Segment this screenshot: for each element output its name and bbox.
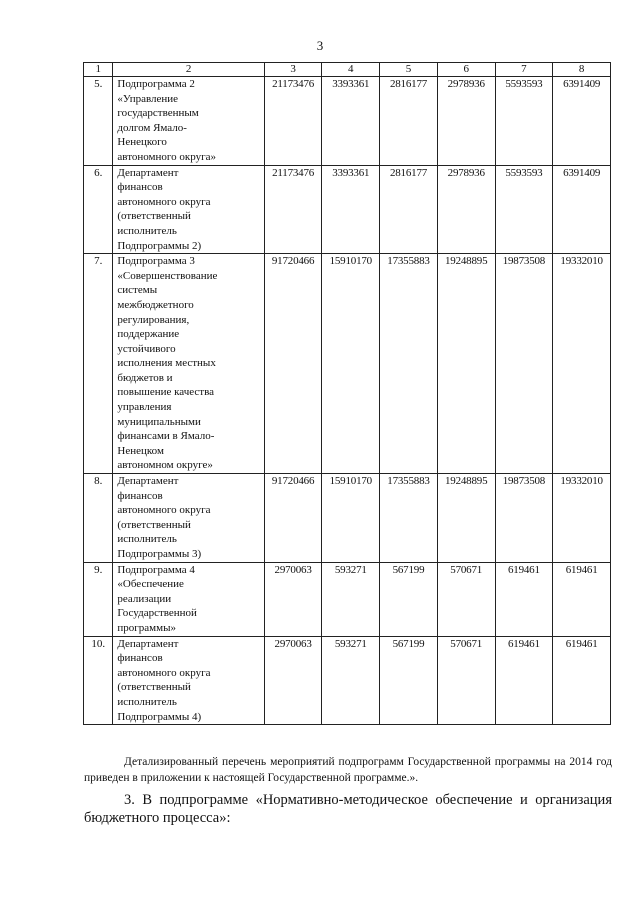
row-name-line: системы (117, 284, 158, 297)
table-row (84, 165, 611, 254)
value-cell: 619461 (495, 562, 553, 636)
column-header: 4 (322, 63, 380, 77)
value-cell: 19332010 (553, 474, 611, 563)
row-name-line: реализации (117, 592, 172, 605)
row-name-line: бюджетов и (117, 371, 173, 384)
row-name-line: исполнитель (117, 224, 177, 237)
row-number: 6. (84, 165, 113, 254)
row-name-line: финансов (117, 489, 163, 502)
value-cell: 19873508 (495, 254, 553, 474)
value-cell: 91720466 (264, 254, 322, 474)
row-name-line: исполнения местных (117, 357, 216, 370)
table-row (84, 254, 611, 474)
value-cell: 6391409 (553, 165, 611, 254)
value-cell: 17355883 (380, 254, 438, 474)
row-name-line: исполнитель (117, 533, 177, 546)
row-name-line: «Совершенствование (117, 269, 218, 282)
table-header-row (84, 63, 611, 77)
row-name (113, 165, 264, 254)
table-row (84, 636, 611, 725)
row-name-line: финансами в Ямало- (117, 430, 215, 443)
value-cell: 19248895 (437, 254, 495, 474)
value-cell: 2978936 (437, 165, 495, 254)
row-number: 5. (84, 77, 113, 166)
row-name-line: финансов (117, 652, 163, 665)
row-number: 10. (84, 636, 113, 725)
value-cell: 567199 (380, 562, 438, 636)
row-name-line: долгом Ямало- (117, 121, 187, 134)
row-name-line: исполнитель (117, 695, 177, 708)
row-name-line: Ненецкого (117, 136, 167, 149)
value-cell: 570671 (437, 636, 495, 725)
row-name-line: Подпрограмма 2 (117, 78, 195, 90)
row-name-line: Департамент (117, 166, 179, 179)
value-cell: 593271 (322, 636, 380, 725)
table-row (84, 562, 611, 636)
row-name-line: Подпрограммы 3) (117, 548, 202, 560)
row-name-line: автономном округе» (117, 459, 213, 472)
value-cell: 6391409 (553, 77, 611, 166)
row-name-line: устойчивого (117, 342, 176, 355)
value-cell: 570671 (437, 562, 495, 636)
table-row (84, 77, 611, 166)
row-number: 8. (84, 474, 113, 563)
row-name-line: муниципальными (117, 415, 201, 428)
subprogram-paragraph: 3. В подпрограмме «Нормативно-методическое обеспечение и организация бюджетного процесса»: (84, 792, 612, 826)
row-name-line: (ответственный (117, 681, 191, 694)
column-header: 7 (495, 63, 553, 77)
value-cell: 2970063 (264, 562, 322, 636)
value-cell: 15910170 (322, 254, 380, 474)
row-name-line: финансов (117, 181, 163, 194)
row-name-line: «Управление (117, 92, 179, 105)
row-name-line: регулирования, (117, 313, 190, 326)
table-row (84, 474, 611, 563)
row-name-line: государственным (117, 107, 199, 120)
value-cell: 15910170 (322, 474, 380, 563)
value-cell: 567199 (380, 636, 438, 725)
column-header: 5 (380, 63, 438, 77)
value-cell: 91720466 (264, 474, 322, 563)
page-number: 3 (316, 38, 324, 53)
row-name-line: автономного округа (117, 666, 211, 679)
row-name-line: автономного округа (117, 195, 211, 208)
value-cell: 21173476 (264, 165, 322, 254)
value-cell: 619461 (553, 636, 611, 725)
table-body (84, 77, 611, 725)
row-name-line: Подпрограммы 4) (117, 710, 202, 723)
row-name-line: Подпрограмма 4 (117, 563, 195, 576)
row-name-line: управления (117, 401, 172, 414)
value-cell: 2970063 (264, 636, 322, 725)
value-cell: 619461 (495, 636, 553, 725)
value-cell: 2816177 (380, 165, 438, 254)
value-cell: 21173476 (264, 77, 322, 166)
value-cell: 19248895 (437, 474, 495, 563)
row-name-line: «Обеспечение (117, 578, 184, 591)
value-cell: 2816177 (380, 77, 438, 166)
value-cell: 17355883 (380, 474, 438, 563)
column-header: 1 (84, 63, 113, 77)
row-name-line: Подпрограмма 3 (117, 255, 195, 268)
row-name (113, 562, 264, 636)
row-name-line: повышение качества (117, 386, 215, 399)
row-name-line: Департамент (117, 475, 179, 488)
value-cell: 3393361 (322, 165, 380, 254)
row-name (113, 77, 264, 166)
row-name-line: (ответственный (117, 518, 191, 531)
row-number: 7. (84, 254, 113, 474)
row-name-line: Государственной (117, 607, 197, 620)
detail-paragraph: Детализированный перечень мероприятий подпрограмм Государственной программы на 2014 год приведен в приложении к настоящей Государственной программе.». (84, 756, 612, 784)
row-name (113, 636, 264, 725)
column-header: 8 (553, 63, 611, 77)
row-name-line: программы» (117, 621, 176, 634)
row-name-line: Департамент (117, 637, 179, 650)
row-name-line: Подпрограммы 2) (117, 239, 202, 252)
value-cell: 5593593 (495, 77, 553, 166)
column-header: 3 (264, 63, 322, 77)
row-number: 9. (84, 562, 113, 636)
row-name-line: межбюджетного (117, 298, 194, 311)
row-name-line: поддержание (117, 328, 180, 341)
row-name (113, 474, 264, 563)
row-name-line: (ответственный (117, 210, 191, 223)
value-cell: 19332010 (553, 254, 611, 474)
value-cell: 5593593 (495, 165, 553, 254)
row-name (113, 254, 264, 474)
value-cell: 2978936 (437, 77, 495, 166)
budget-table (83, 62, 611, 725)
row-name-line: Ненецком (117, 444, 164, 457)
value-cell: 593271 (322, 562, 380, 636)
value-cell: 19873508 (495, 474, 553, 563)
value-cell: 619461 (553, 562, 611, 636)
value-cell: 3393361 (322, 77, 380, 166)
row-name-line: автономного округа» (117, 150, 216, 163)
column-header: 6 (437, 63, 495, 77)
row-name-line: автономного округа (117, 504, 211, 517)
column-header: 2 (113, 63, 264, 77)
